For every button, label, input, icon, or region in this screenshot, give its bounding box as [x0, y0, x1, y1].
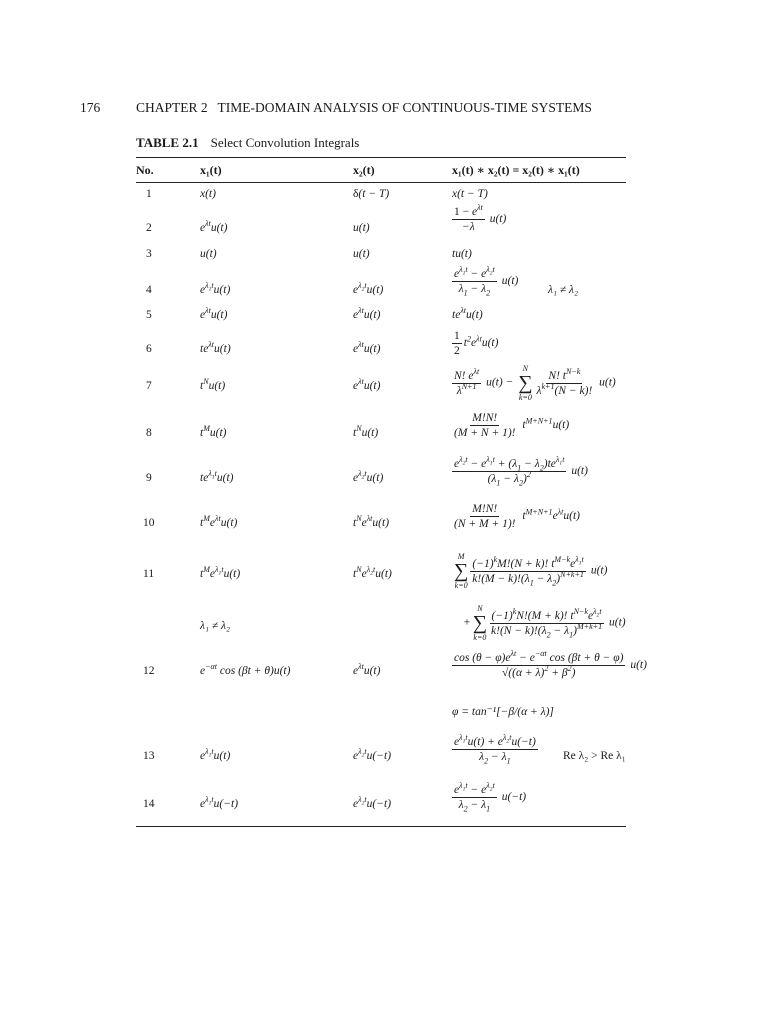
cell-condition: Re λ₂ > Re λ₁ [563, 750, 626, 762]
cell-x1: $e^{\lambda_1t}u(t)$ [200, 281, 231, 296]
header-rule [136, 182, 626, 183]
cell-result: $\frac{M!N!}{(N + M + 1)!}$ $t^{M+N+1}e^{\lambda t}u(t)$ [454, 503, 581, 530]
cell-result: $\frac{e^{\lambda_1t} - e^{\lambda_2t}}{\lambda_2 - \lambda_1}$ u(−t) [454, 781, 527, 814]
cell-x1: $te^{\lambda_1t}u(t)$ [200, 469, 234, 484]
cell-result-continued: + N ∑ k=0 $\frac{(-1)^kN!(M + k)! t^{N-k}e^{\lambda_2t}}{k!(N - k)!(\lambda_2 - \lambda_1)^{M+k+1}}$ u(t) [463, 604, 626, 642]
cell-x2: $e^{\lambda t}u(t)$ [353, 377, 381, 392]
top-rule [136, 157, 626, 158]
running-header [80, 100, 592, 116]
row-number: 3 [146, 248, 152, 260]
cell-x1: $t^Mu(t)$ [200, 424, 227, 439]
col-header-x2: x₂(t) [353, 163, 375, 177]
running-title: CHAPTER 2 TIME-DOMAIN ANALYSIS OF CONTINUOUS-TIME SYSTEMS [136, 100, 592, 115]
cell-x1: $e^{\lambda t}u(t)$ [200, 306, 228, 321]
row-number: 7 [146, 380, 152, 392]
cell-condition: λ₁ ≠ λ₂ [200, 620, 231, 632]
cell-result: $\frac{1}{2}$ $t^2e^{\lambda t}u(t)$ [454, 330, 499, 357]
cell-x2: $t^Ne^{\lambda t}u(t)$ [353, 514, 390, 529]
cell-x1: $e^{\lambda_1t}u(t)$ [200, 747, 231, 762]
cell-result: $\frac{e^{\lambda_1t}u(t) + e^{\lambda_2t}u(-t)}{\lambda_2 - \lambda_1}$ [454, 733, 536, 766]
cell-result: $\frac{N! e^{\lambda t}}{\lambda^{N+1}}$ u(t) − N ∑ k=0 $\frac{N! t^{N-k}}{\lambda^{k+1}(N - k)!}$ u(t) [454, 364, 616, 402]
cell-x2: $e^{\lambda_2t}u(t)$ [353, 281, 384, 296]
cell-result-phi: φ = tan⁻¹[−β/(α + λ)] [452, 706, 554, 718]
cell-x2: u(t) [353, 222, 370, 234]
cell-x1: $e^{\lambda_1t}u(-t)$ [200, 795, 239, 810]
row-number: 1 [146, 188, 152, 200]
cell-x2: $e^{\lambda_2t}u(t)$ [353, 469, 384, 484]
cell-x1: x(t) [200, 188, 216, 200]
row-number: 13 [143, 750, 155, 762]
cell-result: $\frac{M!N!}{(M + N + 1)!}$ $t^{M+N+1}u(t)$ [454, 412, 570, 439]
cell-x2: $e^{\lambda t}u(t)$ [353, 306, 381, 321]
row-number: 5 [146, 309, 152, 321]
cell-x2: u(t) [353, 248, 370, 260]
table-label: TABLE 2.1 [136, 135, 199, 150]
row-number: 11 [143, 568, 155, 580]
cell-result: $\frac{1 - e^{\lambda t}}{-\lambda}$ u(t) [454, 203, 507, 233]
cell-x2: $t^Nu(t)$ [353, 424, 379, 439]
page-number: 176 [80, 100, 101, 115]
row-number: 8 [146, 427, 152, 439]
row-number: 14 [143, 798, 155, 810]
row-number: 9 [146, 472, 152, 484]
cell-result: x(t − T) [452, 188, 488, 200]
table-caption-text: Select Convolution Integrals [210, 135, 360, 150]
row-number: 4 [146, 284, 152, 296]
table-caption [136, 135, 359, 151]
cell-result: $\frac{e^{\lambda_1t} - e^{\lambda_2t}}{\lambda_1 - \lambda_2}$ u(t) [454, 265, 519, 298]
cell-x2: $t^Ne^{\lambda_2t}u(t)$ [353, 565, 392, 580]
row-number: 10 [143, 517, 155, 529]
cell-result: tu(t) [452, 248, 472, 260]
bottom-rule [136, 826, 626, 827]
cell-x2: $e^{\lambda t}u(t)$ [353, 340, 381, 355]
row-number: 6 [146, 343, 152, 355]
cell-result: $\frac{e^{\lambda_2t} - e^{\lambda_1t} + (\lambda_1 - \lambda_2)te^{\lambda_1t}}{(\lambda_1 - \lambda_2)^2}$ u(t) [454, 455, 588, 488]
cell-x2: $e^{\lambda_2t}u(-t)$ [353, 795, 392, 810]
cell-x2: δ(t − T) [353, 188, 390, 200]
cell-x1: u(t) [200, 248, 217, 260]
cell-result: $te^{\lambda t}u(t)$ [452, 306, 483, 321]
cell-x2: $e^{\lambda t}u(t)$ [353, 662, 381, 677]
cell-x1: $t^Me^{\lambda t}u(t)$ [200, 514, 238, 529]
col-header-result: x₁(t) ∗ x₂(t) = x₂(t) ∗ x₁(t) [452, 163, 580, 177]
col-header-no: No. [136, 163, 154, 177]
cell-x1: $te^{\lambda t}u(t)$ [200, 340, 231, 355]
row-number: 2 [146, 222, 152, 234]
cell-x1: $e^{\lambda t}u(t)$ [200, 219, 228, 234]
cell-x2: $e^{\lambda_2t}u(-t)$ [353, 747, 392, 762]
cell-x1: $t^Nu(t)$ [200, 377, 226, 392]
cell-x1: $t^Me^{\lambda_1t}u(t)$ [200, 565, 241, 580]
row-number: 12 [143, 665, 155, 677]
cell-result: $\frac{\cos (\theta - \varphi)e^{\lambda t} - e^{-\alpha t} \cos (\beta t + \theta - \varphi)}{√((\alpha + \lambda)^2 + \beta^2)}$ u(t) [454, 649, 647, 679]
cell-x1: $e^{-\alpha t}$ cos (βt + θ)u(t) [200, 662, 291, 677]
cell-result: M ∑ k=0 $\frac{(-1)^kM!(N + k)! t^{M-k}e^{\lambda_1t}}{k!(M - k)!(\lambda_1 - \lambda_2)^{N+k+1}}$ u(t) [454, 552, 608, 590]
cell-condition: λ₁ ≠ λ₂ [548, 284, 579, 296]
col-header-x1: x₁(t) [200, 163, 222, 177]
